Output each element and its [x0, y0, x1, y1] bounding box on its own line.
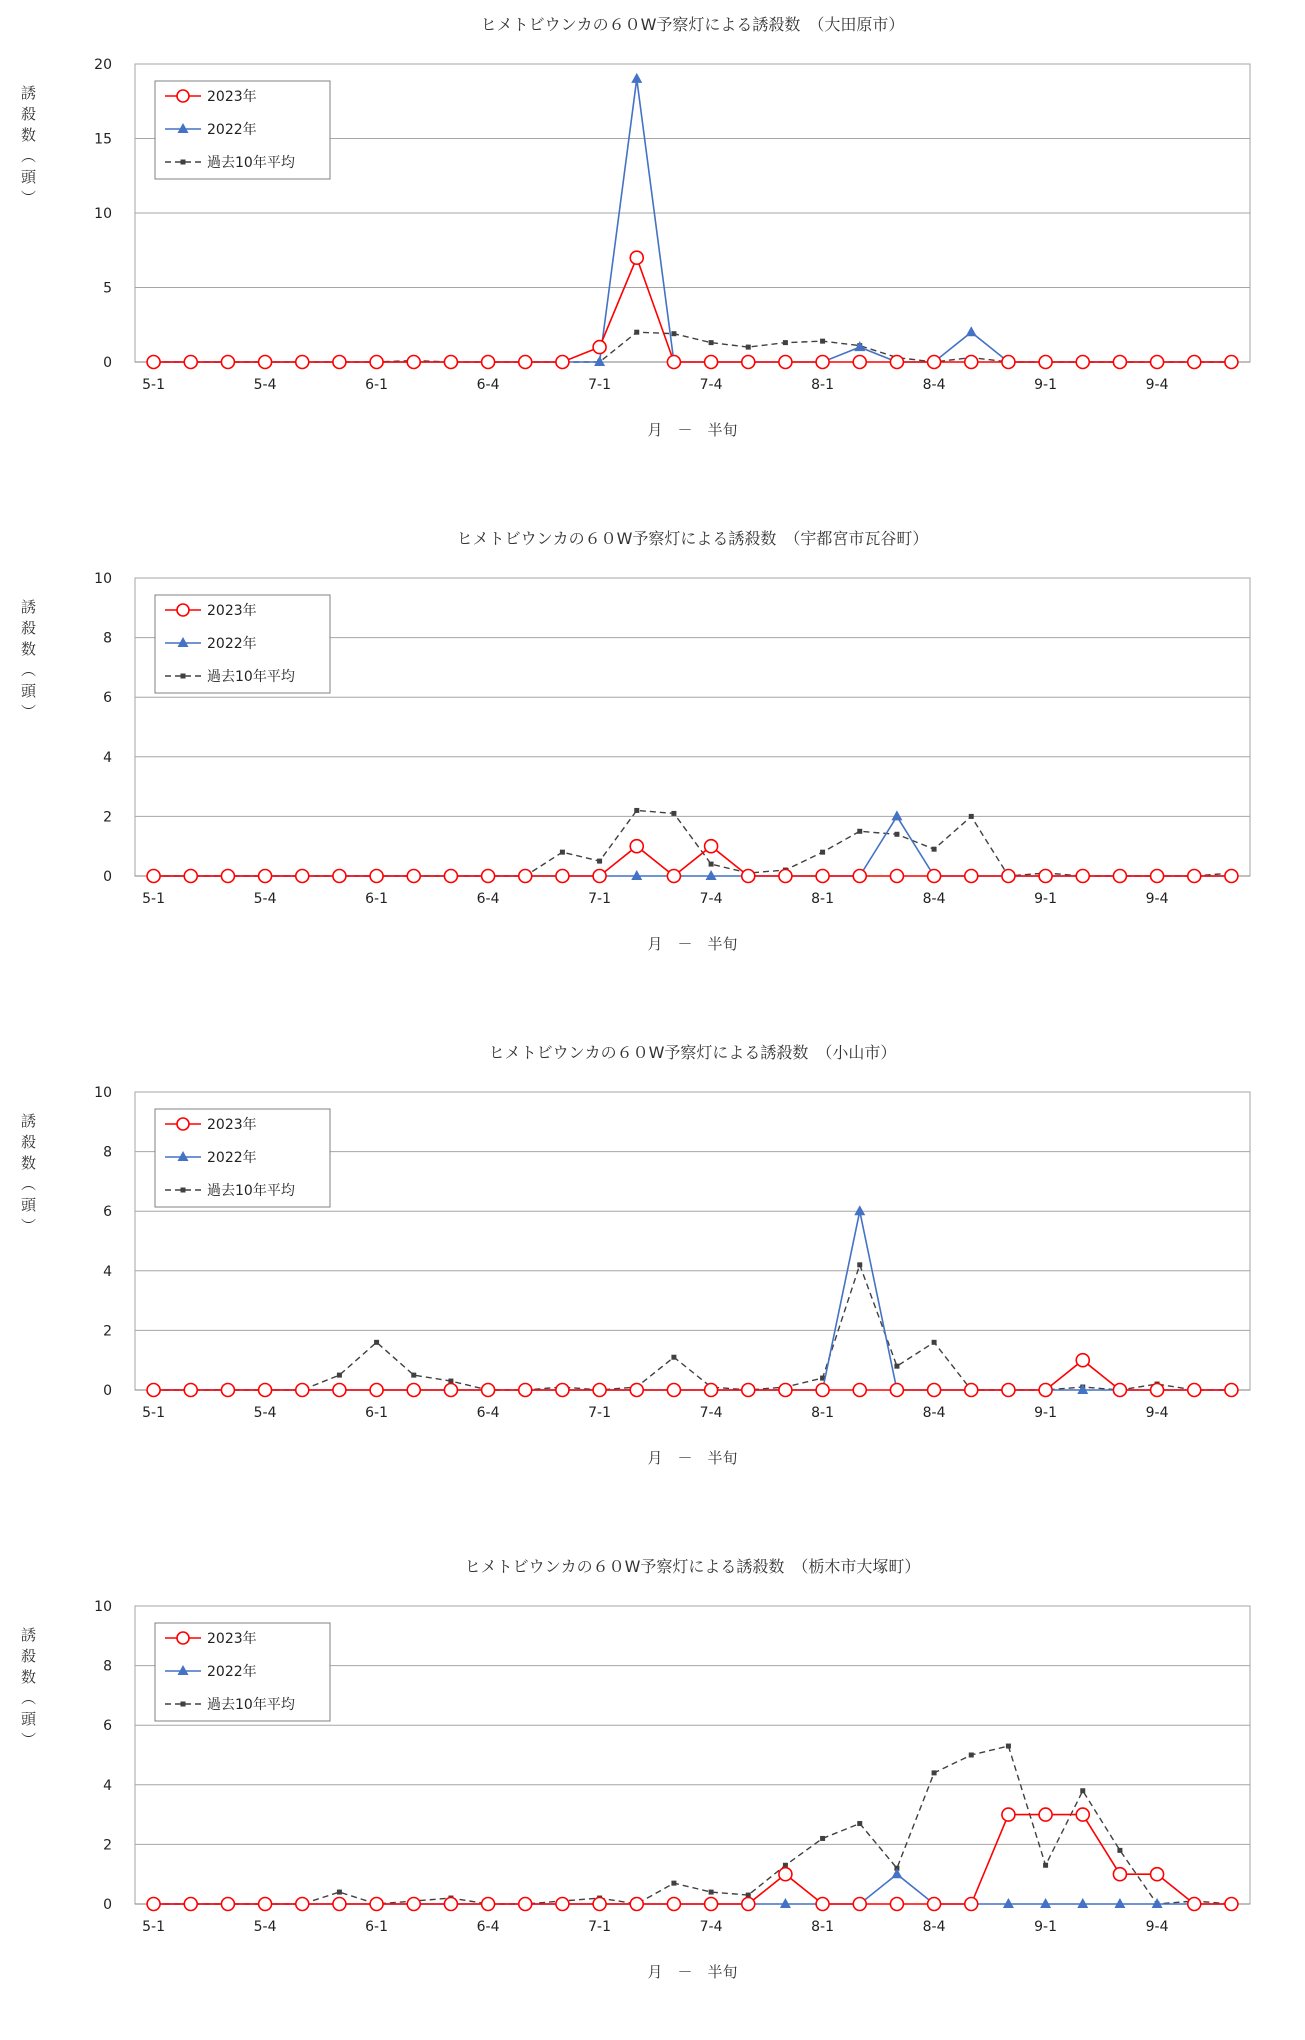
- x-axis-label: 月 － 半旬: [647, 421, 738, 439]
- data-point-2023: [853, 356, 866, 369]
- data-point-2023: [593, 1898, 606, 1911]
- data-point-average: [820, 339, 825, 344]
- legend-marker-2023: [177, 1118, 189, 1130]
- data-point-2023: [556, 1898, 569, 1911]
- x-tick-label: 9-4: [1145, 891, 1169, 907]
- data-point-2023: [928, 1898, 941, 1911]
- data-point-2023: [593, 1384, 606, 1397]
- data-point-average: [709, 340, 714, 345]
- x-tick-label: 8-1: [811, 377, 835, 393]
- x-tick-label: 7-4: [699, 377, 723, 393]
- x-tick-label: 6-1: [365, 377, 389, 393]
- x-tick-label: 6-4: [476, 377, 500, 393]
- data-point-average: [634, 808, 639, 813]
- x-tick-label: 7-1: [588, 1405, 612, 1421]
- data-point-2023: [1039, 356, 1052, 369]
- y-tick-label: 6: [103, 1718, 112, 1735]
- data-point-2022: [631, 870, 642, 880]
- data-point-2023: [705, 1898, 718, 1911]
- data-point-2023: [259, 1384, 272, 1397]
- chart-title: ヒメトビウンカの６０W予察灯による誘殺数 （小山市）: [488, 1043, 897, 1062]
- legend-label: 過去10年平均: [207, 1697, 295, 1713]
- data-point-2023: [444, 1898, 457, 1911]
- data-point-2023: [1076, 1808, 1089, 1821]
- data-point-2023: [370, 1384, 383, 1397]
- legend-label: 2023年: [207, 1631, 257, 1647]
- data-point-2023: [482, 870, 495, 883]
- x-tick-label: 8-1: [811, 1405, 835, 1421]
- chart-panel-otawara: [0, 0, 1305, 498]
- data-point-2023: [853, 1384, 866, 1397]
- y-tick-label: 0: [103, 1383, 112, 1399]
- legend-marker-average: [181, 674, 186, 679]
- data-point-2023: [1113, 1868, 1126, 1881]
- x-tick-label: 8-1: [811, 891, 835, 907]
- y-tick-label: 0: [103, 1897, 112, 1913]
- data-point-2023: [1076, 356, 1089, 369]
- x-tick-label: 5-1: [142, 891, 166, 907]
- chart-panel-tochigi: [0, 1542, 1305, 2040]
- data-point-2023: [593, 870, 606, 883]
- data-point-average: [671, 1355, 676, 1360]
- legend-marker-average: [181, 1188, 186, 1193]
- data-point-2023: [147, 1898, 160, 1911]
- data-point-2023: [890, 1384, 903, 1397]
- data-point-average: [894, 1364, 899, 1369]
- y-tick-label: 4: [103, 1777, 112, 1794]
- data-point-2023: [593, 341, 606, 354]
- data-point-average: [857, 829, 862, 834]
- y-tick-label: 10: [94, 1599, 112, 1615]
- data-point-average: [857, 1262, 862, 1267]
- data-point-2023: [667, 1898, 680, 1911]
- data-point-2023: [259, 870, 272, 883]
- data-point-average: [597, 859, 602, 864]
- legend-label: 過去10年平均: [207, 155, 295, 171]
- data-point-2022: [1114, 1898, 1125, 1908]
- x-tick-label: 5-1: [142, 1405, 166, 1421]
- data-point-2023: [816, 1384, 829, 1397]
- x-axis-label: 月 － 半旬: [647, 935, 738, 953]
- data-point-2023: [556, 356, 569, 369]
- data-point-2023: [630, 840, 643, 853]
- x-tick-label: 7-4: [699, 1919, 723, 1935]
- data-point-2023: [407, 356, 420, 369]
- data-point-2022: [780, 1898, 791, 1908]
- data-point-2022: [706, 870, 717, 880]
- data-point-average: [969, 814, 974, 819]
- data-point-average: [1117, 1848, 1122, 1853]
- x-tick-label: 8-4: [922, 891, 946, 907]
- data-point-2023: [630, 1384, 643, 1397]
- legend-marker-2023: [177, 90, 189, 102]
- x-axis-label: 月 － 半旬: [647, 1963, 738, 1981]
- x-tick-label: 8-4: [922, 1919, 946, 1935]
- data-point-2022: [891, 810, 902, 820]
- data-point-2022: [1152, 1898, 1163, 1908]
- x-tick-label: 9-1: [1034, 377, 1058, 393]
- data-point-2022: [1040, 1898, 1051, 1908]
- data-point-average: [894, 832, 899, 837]
- data-point-2023: [1002, 1384, 1015, 1397]
- x-tick-label: 5-4: [253, 377, 277, 393]
- series-line-2: [154, 332, 1232, 362]
- legend-label: 2022年: [207, 1150, 257, 1166]
- x-tick-label: 7-1: [588, 891, 612, 907]
- legend-marker-2023: [177, 604, 189, 616]
- data-point-average: [634, 330, 639, 335]
- data-point-2023: [853, 1898, 866, 1911]
- x-tick-label: 9-4: [1145, 1919, 1169, 1935]
- y-axis-label: 誘殺数（頭）: [19, 1113, 37, 1239]
- data-point-2023: [1225, 870, 1238, 883]
- chart-otawara: [0, 0, 1305, 498]
- x-tick-label: 9-1: [1034, 1919, 1058, 1935]
- data-point-2023: [1151, 1384, 1164, 1397]
- data-point-2022: [891, 1868, 902, 1878]
- data-point-2023: [556, 1384, 569, 1397]
- data-point-2023: [519, 356, 532, 369]
- series-line-2: [154, 1746, 1232, 1904]
- data-point-2023: [147, 870, 160, 883]
- data-point-2023: [779, 1384, 792, 1397]
- data-point-2023: [928, 356, 941, 369]
- y-tick-label: 10: [94, 1085, 112, 1101]
- legend-label: 2022年: [207, 1664, 257, 1680]
- data-point-average: [560, 850, 565, 855]
- data-point-average: [671, 1881, 676, 1886]
- series-line-0: [154, 258, 1232, 362]
- chart-oyama: [0, 1028, 1305, 1526]
- data-point-2023: [742, 870, 755, 883]
- data-point-2023: [890, 1898, 903, 1911]
- series-line-2: [154, 810, 1232, 876]
- data-point-average: [969, 1753, 974, 1758]
- legend-label: 過去10年平均: [207, 1183, 295, 1199]
- x-tick-label: 8-1: [811, 1919, 835, 1935]
- data-point-2023: [1188, 870, 1201, 883]
- data-point-2023: [221, 356, 234, 369]
- data-point-2023: [370, 1898, 383, 1911]
- x-tick-label: 9-1: [1034, 1405, 1058, 1421]
- data-point-2023: [890, 870, 903, 883]
- data-point-2023: [333, 870, 346, 883]
- data-point-2023: [1002, 870, 1015, 883]
- y-axis-label: 誘殺数（頭）: [19, 1627, 37, 1753]
- data-point-2023: [779, 1868, 792, 1881]
- y-tick-label: 5: [103, 280, 112, 297]
- data-point-2023: [705, 1384, 718, 1397]
- data-point-2023: [928, 870, 941, 883]
- data-point-average: [411, 1373, 416, 1378]
- data-point-2023: [1002, 356, 1015, 369]
- chart-utsunomiya: [0, 514, 1305, 1012]
- data-point-2023: [1151, 1868, 1164, 1881]
- data-point-2023: [221, 1384, 234, 1397]
- y-tick-label: 0: [103, 869, 112, 885]
- data-point-2023: [1113, 356, 1126, 369]
- data-point-2023: [407, 1384, 420, 1397]
- data-point-2023: [556, 870, 569, 883]
- data-point-2022: [1077, 1384, 1088, 1394]
- data-point-2023: [965, 1384, 978, 1397]
- data-point-2023: [705, 356, 718, 369]
- data-point-2023: [296, 870, 309, 883]
- x-tick-label: 7-4: [699, 1405, 723, 1421]
- y-tick-label: 4: [103, 749, 112, 766]
- legend-marker-average: [181, 160, 186, 165]
- x-tick-label: 8-4: [922, 377, 946, 393]
- chart-panel-utsunomiya: [0, 514, 1305, 1012]
- data-point-2023: [259, 1898, 272, 1911]
- data-point-average: [709, 862, 714, 867]
- data-point-average: [783, 340, 788, 345]
- y-tick-label: 0: [103, 355, 112, 371]
- data-point-2023: [1113, 1384, 1126, 1397]
- data-point-average: [1080, 1788, 1085, 1793]
- data-point-2023: [667, 870, 680, 883]
- data-point-2023: [184, 356, 197, 369]
- data-point-2023: [816, 870, 829, 883]
- x-tick-label: 9-4: [1145, 1405, 1169, 1421]
- x-axis-label: 月 － 半旬: [647, 1449, 738, 1467]
- y-tick-label: 6: [103, 690, 112, 707]
- x-tick-label: 6-1: [365, 1919, 389, 1935]
- data-point-2023: [184, 870, 197, 883]
- x-tick-label: 6-4: [476, 1405, 500, 1421]
- data-point-2023: [296, 1384, 309, 1397]
- chart-tochigi: [0, 1542, 1305, 1991]
- data-point-2022: [1003, 1898, 1014, 1908]
- data-point-2023: [742, 1384, 755, 1397]
- data-point-2023: [259, 356, 272, 369]
- data-point-2023: [1076, 870, 1089, 883]
- data-point-2023: [1039, 1808, 1052, 1821]
- chart-title: ヒメトビウンカの６０W予察灯による誘殺数 （大田原市）: [480, 15, 905, 34]
- data-point-2022: [1077, 1898, 1088, 1908]
- data-point-2023: [1039, 870, 1052, 883]
- data-point-2023: [816, 356, 829, 369]
- data-point-2022: [631, 73, 642, 83]
- x-tick-label: 5-4: [253, 891, 277, 907]
- data-point-average: [337, 1373, 342, 1378]
- y-tick-label: 20: [94, 57, 112, 73]
- x-tick-label: 5-4: [253, 1405, 277, 1421]
- data-point-2023: [630, 251, 643, 264]
- data-point-average: [671, 811, 676, 816]
- x-tick-label: 9-1: [1034, 891, 1058, 907]
- data-point-2023: [221, 870, 234, 883]
- data-point-2023: [1188, 356, 1201, 369]
- data-point-average: [932, 1770, 937, 1775]
- data-point-2023: [370, 356, 383, 369]
- data-point-2023: [1113, 870, 1126, 883]
- y-tick-label: 8: [103, 630, 112, 647]
- data-point-2023: [333, 1384, 346, 1397]
- data-point-2023: [184, 1384, 197, 1397]
- x-tick-label: 7-1: [588, 1919, 612, 1935]
- data-point-average: [746, 345, 751, 350]
- y-axis-label: 誘殺数（頭）: [19, 85, 37, 211]
- data-point-2023: [147, 1384, 160, 1397]
- x-tick-label: 7-1: [588, 377, 612, 393]
- data-point-2023: [444, 356, 457, 369]
- data-point-2022: [854, 1205, 865, 1215]
- data-point-2023: [965, 1898, 978, 1911]
- data-point-2022: [594, 356, 605, 366]
- data-point-2023: [667, 1384, 680, 1397]
- y-axis-label: 誘殺数（頭）: [19, 599, 37, 725]
- legend-label: 過去10年平均: [207, 669, 295, 685]
- legend-label: 2022年: [207, 636, 257, 652]
- series-line-0: [154, 1815, 1232, 1904]
- data-point-2023: [1151, 356, 1164, 369]
- data-point-2023: [147, 356, 160, 369]
- x-tick-label: 7-4: [699, 891, 723, 907]
- data-point-2023: [184, 1898, 197, 1911]
- data-point-2023: [1076, 1354, 1089, 1367]
- data-point-2023: [519, 1384, 532, 1397]
- data-point-2023: [407, 870, 420, 883]
- data-point-average: [374, 1340, 379, 1345]
- x-tick-label: 6-1: [365, 1405, 389, 1421]
- data-point-2023: [890, 356, 903, 369]
- data-point-2023: [742, 1898, 755, 1911]
- y-tick-label: 15: [94, 131, 112, 148]
- y-tick-label: 2: [103, 1837, 112, 1854]
- data-point-2023: [742, 356, 755, 369]
- x-tick-label: 5-1: [142, 1919, 166, 1935]
- data-point-2023: [928, 1384, 941, 1397]
- series-line-1: [154, 816, 1232, 876]
- data-point-2023: [705, 840, 718, 853]
- chart-title: ヒメトビウンカの６０W予察灯による誘殺数 （栃木市大塚町）: [464, 1557, 921, 1576]
- x-tick-label: 6-4: [476, 1919, 500, 1935]
- legend-label: 2023年: [207, 89, 257, 105]
- y-tick-label: 2: [103, 1323, 112, 1340]
- data-point-average: [709, 1890, 714, 1895]
- data-point-2023: [779, 870, 792, 883]
- data-point-2023: [482, 356, 495, 369]
- x-tick-label: 5-4: [253, 1919, 277, 1935]
- series-line-0: [154, 846, 1232, 876]
- legend-label: 2023年: [207, 603, 257, 619]
- data-point-2023: [221, 1898, 234, 1911]
- data-point-2023: [296, 1898, 309, 1911]
- data-point-2023: [482, 1898, 495, 1911]
- data-point-2023: [333, 356, 346, 369]
- data-point-average: [820, 1836, 825, 1841]
- data-point-2022: [966, 326, 977, 336]
- data-point-2023: [1151, 870, 1164, 883]
- data-point-2023: [444, 870, 457, 883]
- data-point-2023: [667, 356, 680, 369]
- data-point-2023: [333, 1898, 346, 1911]
- legend-marker-2023: [177, 1632, 189, 1644]
- data-point-2023: [965, 870, 978, 883]
- y-tick-label: 8: [103, 1658, 112, 1675]
- y-tick-label: 8: [103, 1144, 112, 1161]
- data-point-average: [932, 1340, 937, 1345]
- data-point-average: [820, 850, 825, 855]
- data-point-average: [671, 331, 676, 336]
- data-point-2023: [1039, 1384, 1052, 1397]
- data-point-2023: [779, 356, 792, 369]
- chart-title: ヒメトビウンカの６０W予察灯による誘殺数 （宇都宮市瓦谷町）: [456, 529, 929, 548]
- data-point-2023: [1188, 1898, 1201, 1911]
- data-point-2023: [853, 870, 866, 883]
- legend-label: 2023年: [207, 1117, 257, 1133]
- series-line-1: [154, 1211, 1232, 1390]
- data-point-2023: [519, 870, 532, 883]
- x-tick-label: 6-1: [365, 891, 389, 907]
- chart-panel-oyama: [0, 1028, 1305, 1526]
- data-point-2023: [1225, 356, 1238, 369]
- x-tick-label: 5-1: [142, 377, 166, 393]
- legend-label: 2022年: [207, 122, 257, 138]
- data-point-average: [337, 1890, 342, 1895]
- data-point-2023: [482, 1384, 495, 1397]
- data-point-average: [857, 1821, 862, 1826]
- y-tick-label: 2: [103, 809, 112, 826]
- data-point-2023: [296, 356, 309, 369]
- data-point-2022: [854, 341, 865, 351]
- data-point-average: [1006, 1744, 1011, 1749]
- data-point-2023: [1225, 1384, 1238, 1397]
- data-point-2023: [1002, 1808, 1015, 1821]
- legend-marker-average: [181, 1702, 186, 1707]
- y-tick-label: 6: [103, 1204, 112, 1221]
- data-point-2023: [444, 1384, 457, 1397]
- data-point-average: [1043, 1863, 1048, 1868]
- data-point-2023: [1188, 1384, 1201, 1397]
- y-tick-label: 10: [94, 571, 112, 587]
- data-point-2023: [1225, 1898, 1238, 1911]
- y-tick-label: 10: [94, 206, 112, 222]
- data-point-average: [932, 847, 937, 852]
- x-tick-label: 9-4: [1145, 377, 1169, 393]
- data-point-2023: [519, 1898, 532, 1911]
- data-point-2023: [965, 356, 978, 369]
- data-point-2023: [370, 870, 383, 883]
- data-point-2023: [407, 1898, 420, 1911]
- x-tick-label: 8-4: [922, 1405, 946, 1421]
- data-point-2023: [816, 1898, 829, 1911]
- x-tick-label: 6-4: [476, 891, 500, 907]
- data-point-2023: [630, 1898, 643, 1911]
- y-tick-label: 4: [103, 1263, 112, 1280]
